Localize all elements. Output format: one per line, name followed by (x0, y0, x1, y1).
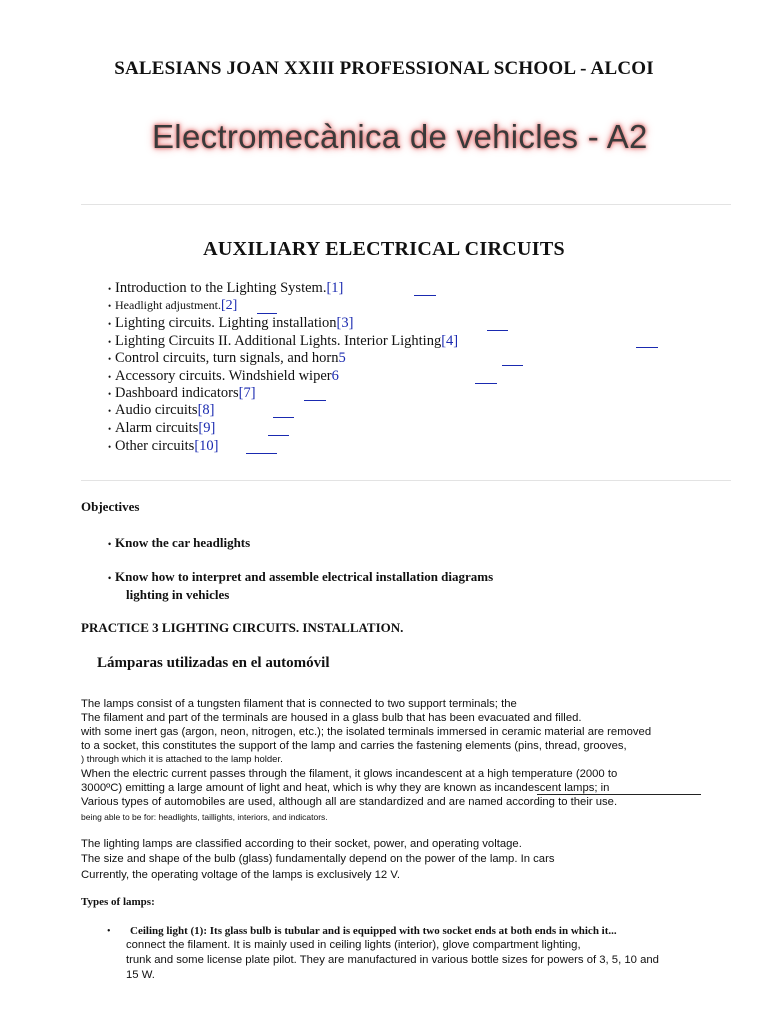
practice-heading: PRACTICE 3 LIGHTING CIRCUITS. INSTALLATION. (81, 620, 404, 635)
toc-item-8[interactable] (108, 402, 214, 419)
paragraph-line: being able to be for: headlights, taillights, interiors, and indicators. (81, 812, 328, 822)
bullet-icon: • (108, 371, 112, 382)
paragraph-line: Various types of automobiles are used, although all are standardized and are named according to their use. (81, 796, 618, 808)
bullet-icon: • (108, 423, 112, 434)
paragraph-line: The size and shape of the bulb (glass) fundamentally depend on the power of the lamp. In cars (81, 853, 555, 865)
toc-ref-link[interactable]: [10] (194, 438, 219, 454)
toc-item-label: Lighting Circuits II. Additional Lights. Interior Lighting (115, 333, 442, 349)
toc-ref-link[interactable]: [8] (197, 402, 215, 418)
course-banner: Electromecànica de vehicles - A2 (152, 118, 648, 155)
toc-item-label: Headlight adjustment. (115, 298, 221, 312)
toc-item-4[interactable] (108, 333, 458, 350)
toc-item-1[interactable] (108, 280, 343, 297)
toc-item-label: Control circuits, turn signals, and horn (115, 350, 339, 366)
page-title: AUXILIARY ELECTRICAL CIRCUITS (203, 238, 565, 260)
toc-ref-link[interactable]: 5 (338, 350, 346, 366)
bullet-icon: • (108, 336, 112, 347)
paragraph-line: Currently, the operating voltage of the lamps is exclusively 12 V. (81, 869, 400, 881)
toc-underline (636, 347, 658, 348)
bullet-icon: • (108, 441, 112, 452)
toc-ref-link[interactable]: [3] (336, 315, 354, 331)
paragraph-line: with some inert gas (argon, neon, nitrogen, etc.); the isolated terminals immersed in ceramic material are removed (81, 726, 652, 738)
toc-underline (304, 400, 326, 401)
paragraph-line: to a socket, this constitutes the support of the lamp and carries the fastening elements (pins, thread, grooves, (81, 740, 627, 752)
divider (81, 480, 731, 481)
bullet-icon: • (108, 283, 112, 294)
toc-ref-link[interactable]: [2] (220, 298, 238, 313)
paragraph-line: ) through which it is attached to the lamp holder. (81, 754, 283, 765)
bullet-icon: • (108, 573, 112, 584)
toc-underline (487, 330, 508, 331)
toc-ref-link[interactable]: [4] (441, 333, 459, 349)
bullet-icon: • (108, 301, 112, 312)
bullet-icon: • (108, 539, 112, 550)
paragraph-line: connect the filament. It is mainly used in ceiling lights (interior), glove compartment lighting, (126, 939, 581, 951)
paragraph-line: When the electric current passes through the filament, it glows incandescent at a high temperature (2000 to (81, 768, 618, 780)
ceiling-light-heading: Ceiling light (1): Its glass bulb is tubular and is equipped with two socket ends at both ends in which it... (130, 925, 617, 937)
paragraph-line: The lamps consist of a tungsten filament that is connected to two support terminals; the (81, 698, 517, 710)
section-subheading: Lámparas utilizadas en el automóvil (97, 655, 330, 671)
toc-ref-link[interactable]: 6 (331, 368, 339, 384)
toc-underline (273, 417, 294, 418)
toc-item-label: Alarm circuits (115, 420, 199, 436)
toc-item-9[interactable] (108, 420, 215, 437)
bullet-icon: • (108, 318, 112, 329)
toc-ref-link[interactable]: [7] (238, 385, 256, 401)
types-heading: Types of lamps: (81, 896, 155, 908)
objective-item-continuation: lighting in vehicles (126, 587, 230, 602)
bullet-icon: • (108, 388, 112, 399)
toc-item-label: Introduction to the Lighting System. (115, 280, 327, 296)
toc-underline (257, 313, 277, 314)
bullet-icon: • (107, 926, 111, 937)
toc-underline (414, 295, 436, 296)
toc-item-10[interactable] (108, 438, 219, 455)
paragraph-line: The lighting lamps are classified according to their socket, power, and operating voltage. (81, 838, 522, 850)
school-name: SALESIANS JOAN XXIII PROFESSIONAL SCHOOL - ALCOI (114, 58, 654, 79)
toc-ref-link[interactable]: [9] (198, 420, 216, 436)
toc-item-label: Audio circuits (115, 402, 198, 418)
paragraph-line: 15 W. (126, 969, 155, 981)
objectives-heading: Objectives (81, 499, 140, 514)
toc-item-label: Other circuits (115, 438, 195, 454)
toc-underline (268, 435, 289, 436)
toc-item-3[interactable] (108, 315, 353, 332)
toc-item-2[interactable] (108, 298, 237, 314)
toc-underline (502, 365, 523, 366)
bullet-icon: • (108, 353, 112, 364)
toc-item-5[interactable] (108, 350, 346, 367)
objective-item: • Know how to interpret and assemble electrical installation diagrams (108, 569, 494, 584)
toc-underline (246, 453, 277, 454)
toc-underline (475, 383, 497, 384)
paragraph-line: The filament and part of the terminals are housed in a glass bulb that has been evacuated and filled. (81, 712, 582, 724)
toc-item-label: Dashboard indicators (115, 385, 239, 401)
paragraph-line: 3000ºC) emitting a large amount of light and heat, which is why they are known as incandescent lamps; in (81, 782, 610, 794)
toc-item-label: Lighting circuits. Lighting installation (115, 315, 337, 331)
divider (81, 204, 731, 205)
bullet-icon: • (108, 405, 112, 416)
toc-item-6[interactable] (108, 368, 339, 385)
toc-ref-link[interactable]: [1] (326, 280, 344, 296)
objective-item: • Know the car headlights (108, 535, 251, 550)
toc-item-7[interactable] (108, 385, 256, 402)
toc-item-label: Accessory circuits. Windshield wiper (115, 368, 332, 384)
paragraph-line: trunk and some license plate pilot. They are manufactured in various bottle sizes for powers of 3, 5, 10 and (126, 954, 659, 966)
